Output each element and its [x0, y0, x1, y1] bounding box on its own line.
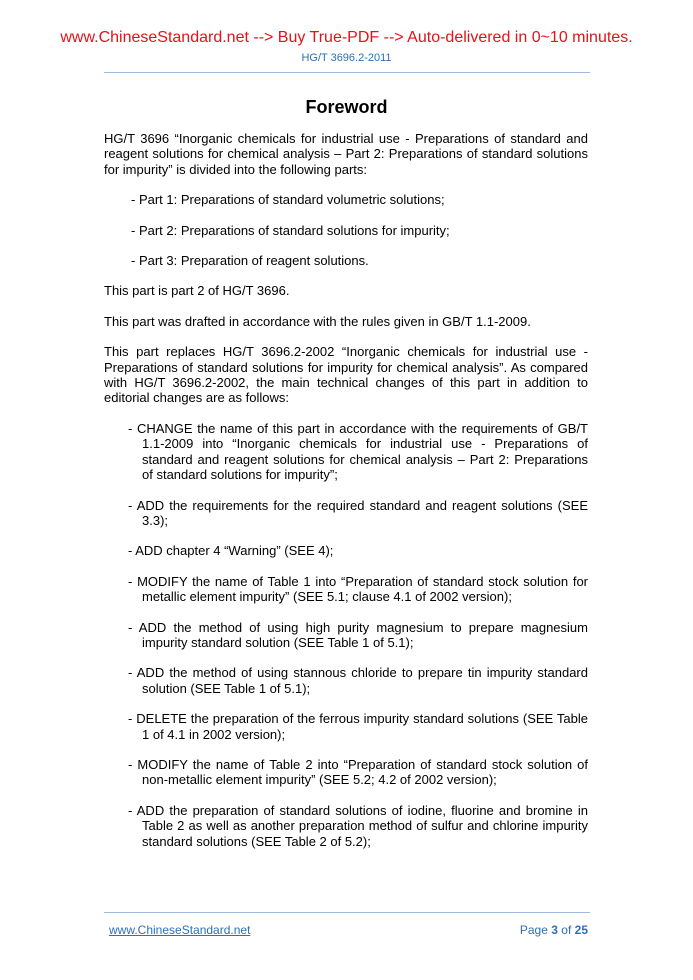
part-list-item: - Part 3: Preparation of reagent solutions. — [131, 253, 369, 269]
page-of-word: of — [561, 923, 572, 937]
part-list-item: - Part 1: Preparations of standard volumetric solutions; — [131, 192, 445, 208]
foreword-body — [104, 131, 588, 864]
footer-website-link[interactable]: www.ChineseStandard.net — [109, 923, 251, 937]
footer-divider — [104, 912, 590, 913]
page-current: 3 — [551, 923, 558, 937]
intro-paragraph: HG/T 3696 “Inorganic chemicals for industrial use - Preparations of standard and reagent solutions for chemical analysis – Part 2: Preparations of standard solutions for impurity” is divided into the following parts: — [104, 131, 588, 177]
promo-banner: www.ChineseStandard.net --> Buy True-PDF --> Auto-delivered in 0~10 minutes. — [60, 29, 633, 46]
change-list-item: - MODIFY the name of Table 1 into “Preparation of standard stock solution for metallic element impurity” (SEE 5.1; clause 4.1 of 2002 version); — [128, 573, 588, 605]
change-list-item: - ADD the method of using high purity magnesium to prepare magnesium impurity standard solution (SEE Table 1 of 5.1); — [128, 619, 588, 650]
page-total: 25 — [574, 923, 588, 937]
page-number — [520, 923, 588, 937]
change-list-item: - DELETE the preparation of the ferrous impurity standard solutions (SEE Table 1 of 4.1 in 2002 version); — [128, 711, 588, 742]
page-title: Foreword — [305, 97, 388, 117]
part-of-paragraph: This part is part 2 of HG/T 3696. — [104, 283, 290, 299]
change-list-item: - ADD chapter 4 “Warning” (SEE 4); — [128, 543, 334, 559]
change-list-item: - MODIFY the name of Table 2 into “Preparation of standard stock solution of non-metallic element impurity” (SEE 5.2; 4.2 of 2002 version); — [128, 756, 588, 788]
replaces-paragraph: This part replaces HG/T 3696.2-2002 “Inorganic chemicals for industrial use - Preparations of standard solutions for impurity for chemical analysis”. As compared with HG/T 3696.2-2002, the main technical changes of this part in addition to editorial changes are as follows: — [104, 344, 588, 406]
change-list-item: - ADD the requirements for the required standard and reagent solutions (SEE 3.3); — [128, 497, 588, 528]
change-list-item: - ADD the method of using stannous chloride to prepare tin impurity standard solution (SEE Table 1 of 5.1); — [128, 665, 588, 696]
header-divider — [104, 72, 590, 73]
page-word: Page — [519, 923, 548, 937]
change-list-item: - ADD the preparation of standard solutions of iodine, fluorine and bromine in Table 2 as well as another preparation method of sulfur and chlorine impurity standard solutions (SEE Table 2 of 5.2); — [128, 802, 588, 849]
change-list-item: - CHANGE the name of this part in accordance with the requirements of GB/T 1.1-2009 into “Inorganic chemicals for industrial use - Preparations of standard and reagent solutions for chemical analysis – Part 2: Preparations of standard solutions for impurity”; — [128, 420, 588, 483]
document-code: HG/T 3696.2-2011 — [301, 52, 392, 64]
part-list-item: - Part 2: Preparations of standard solutions for impurity; — [131, 222, 450, 238]
drafted-paragraph: This part was drafted in accordance with the rules given in GB/T 1.1-2009. — [104, 313, 531, 329]
